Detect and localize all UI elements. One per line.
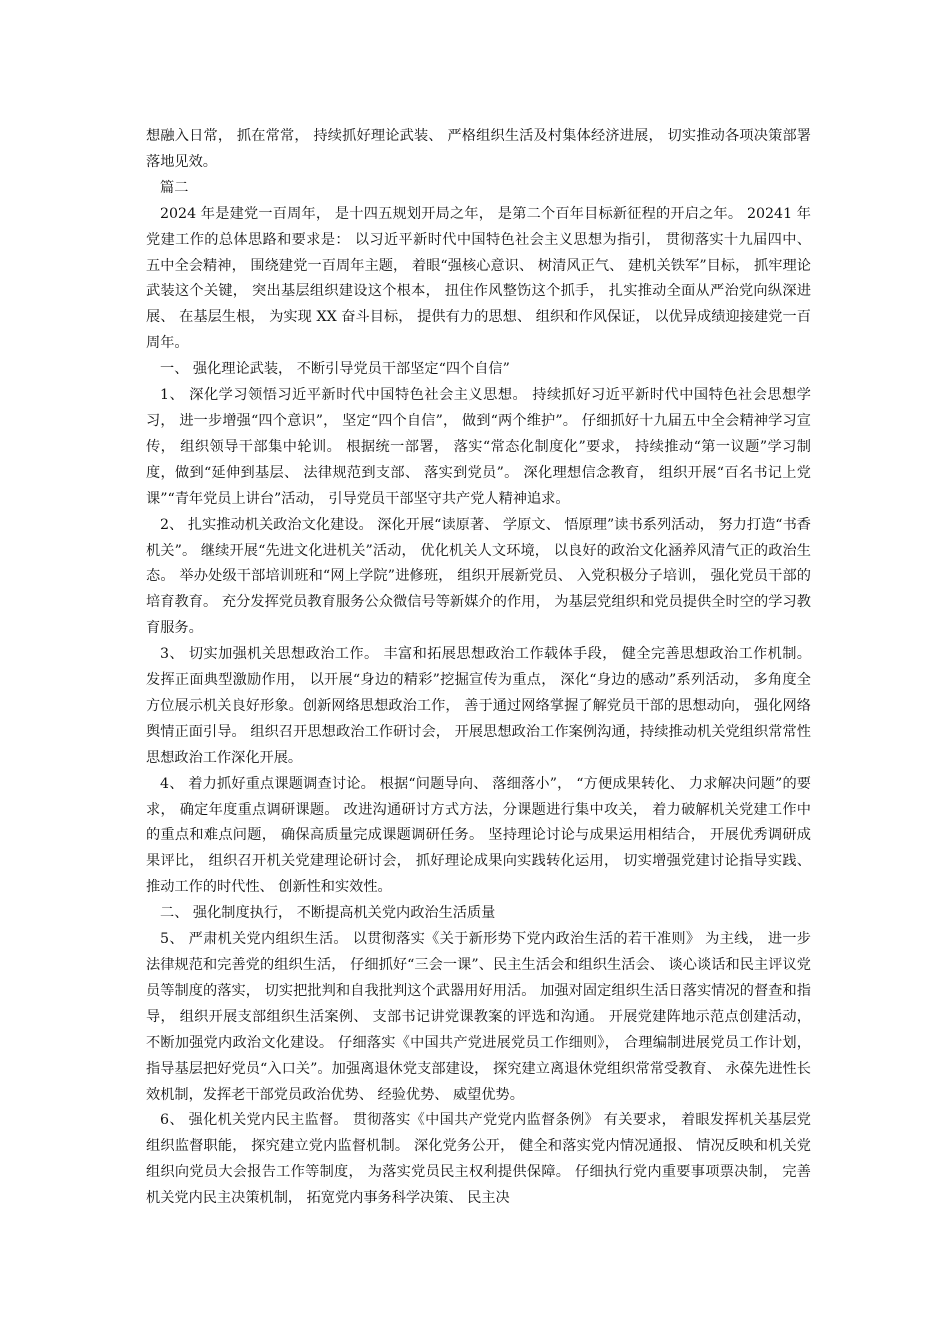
document-page xyxy=(146,124,811,1212)
paragraph-item-3: 3、 切实加强机关思想政治工作。 丰富和拓展思想政治工作载体手段， 健全完善思想政治工作机制。 发挥正面典型激励作用， 以开展“身边的精彩”挖掘宣传为重点， 深化“身边的感动”系列活动， 多角度全方位展示机关良好形象。创新网络思想政治工作， 善于通过网络掌握了解党员干部的思想动向， 强化网络舆情正面引导。 组织召开思想政治工作研讨会， 开展思想政治工作案例沟通，持续推动机关党组织常常性思想政治工作深化开展。 xyxy=(146,646,811,766)
paragraph-item-4: 4、 着力抓好重点课题调查讨论。 根据“问题导向、 落细落小”， “方便成果转化、 力求解决问题”的要求， 确定年度重点调研课题。 改进沟通研讨方式方法，分课题进行集中攻关， 着力破解机关党建工作中的重点和难点问题， 确保高质量完成课题调研任务。 坚持理论讨论与成果运用相结合， 开展优秀调研成果评比， 组织召开机关党建理论研讨会， 抓好理论成果向实践转化运用， 切实增强党建讨论指导实践、 推动工作的时代性、 创新性和实效性。 xyxy=(146,775,811,896)
heading-section-two: 二、 强化制度执行， 不断提高机关党内政治生活质量 xyxy=(160,905,496,922)
paragraph-item-2: 2、 扎实推动机关政治文化建设。 深化开展“读原著、 学原文、 悟原理”读书系列活动， 努力打造“书香机关”。 继续开展“先进文化进机关”活动， 优化机关人文环境， 以良好的政治文化涵养风清气正的政治生态。 举办处级干部培训班和“网上学院”进修班， 组织开展新党员、 入党积极分子培训， 强化党员干部的培育教育。 充分发挥党员教育服务公众微信号等新媒介的作用， 为基层党组织和党员提供全时空的学习教育服务。 xyxy=(146,516,811,637)
heading-section-one: 一、 强化理论武装， 不断引导党员干部坚定“四个自信” xyxy=(160,361,510,378)
paragraph-item-5: 5、 严肃机关党内组织生活。 以贯彻落实《关于新形势下党内政治生活的若干准则》 为主线， 进一步法律规范和完善党的组织生活， 仔细抓好“三会一课”、民主生活会和组织生活会、 谈心谈话和民主评议党员等制度的落实， 切实把批判和自我批判这个武器用好用活。 加强对固定组织生活日落实情况的督查和指导， 组织开展支部组织生活案例、 支部书记讲党课教案的评选和沟通。 开展党建阵地示范点创建活动， 不断加强党内政治文化建设。 仔细落实《中国共产党进展党员工作细则》， 合理编制进展党员工作计划， 指导基层把好党员“入口关”。加强离退休党支部建设， 探究建立离退休党组织常常受教育、 永葆先进性长效机制，发挥老干部党员政治优势、 经验优势、 威望优势。 xyxy=(146,931,811,1103)
paragraph-overview: 2024 年是建党一百周年， 是十四五规划开局之年， 是第二个百年目标新征程的开启之年。 20241 年党建工作的总体思路和要求是： 以习近平新时代中国特色社会主义思想为指引， 贯彻落实十九届四中、 五中全会精神， 围绕建党一百周年主题， 着眼“强核心意识、 树清风正气、 建机关铁军”目标， 抓牢理论武装这个关键， 突出基层组织建设这个根本， 扭住作风整饬这个抓手， 扎实推动全面从严治党向纵深进展、 在基层生根， 为实现 XX 奋斗目标， 提供有力的思想、 组织和作风保证， 以优异成绩迎接建党一百周年。 xyxy=(146,205,811,352)
section-heading-part-two: 篇二 xyxy=(160,179,189,196)
paragraph-item-1: 1、 深化学习领悟习近平新时代中国特色社会主义思想。 持续抓好习近平新时代中国特色社会思想学习， 进一步增强“四个意识”， 坚定“四个自信”， 做到“两个维护”。 仔细抓好十九届五中全会精神学习宣传， 组织领导干部集中轮训。 根据统一部署， 落实“常态化制度化”要求， 持续推动“第一议题”学习制度，做到“延伸到基层、 法律规范到支部、 落实到党员”。 深化理想信念教育， 组织开展“百名书记上党课”“青年党员上讲台”活动， 引导党员干部坚守共产党人精神追求。 xyxy=(146,387,811,507)
paragraph-continuation: 想融入日常， 抓在常常， 持续抓好理论武装、 严格组织生活及村集体经济进展， 切实推动各项决策部署落地见效。 xyxy=(146,128,811,170)
paragraph-item-6: 6、 强化机关党内民主监督。 贯彻落实《中国共产党党内监督条例》 有关要求， 着眼发挥机关基层党组织监督职能， 探究建立党内监督机制。 深化党务公开， 健全和落实党内情况通报、 情况反映和机关党组织向党员大会报告工作等制度， 为落实党员民主权利提供保障。 仔细执行党内重要事项票决制， 完善机关党内民主决策机制， 拓宽党内事务科学决策、 民主决 xyxy=(146,1112,811,1207)
